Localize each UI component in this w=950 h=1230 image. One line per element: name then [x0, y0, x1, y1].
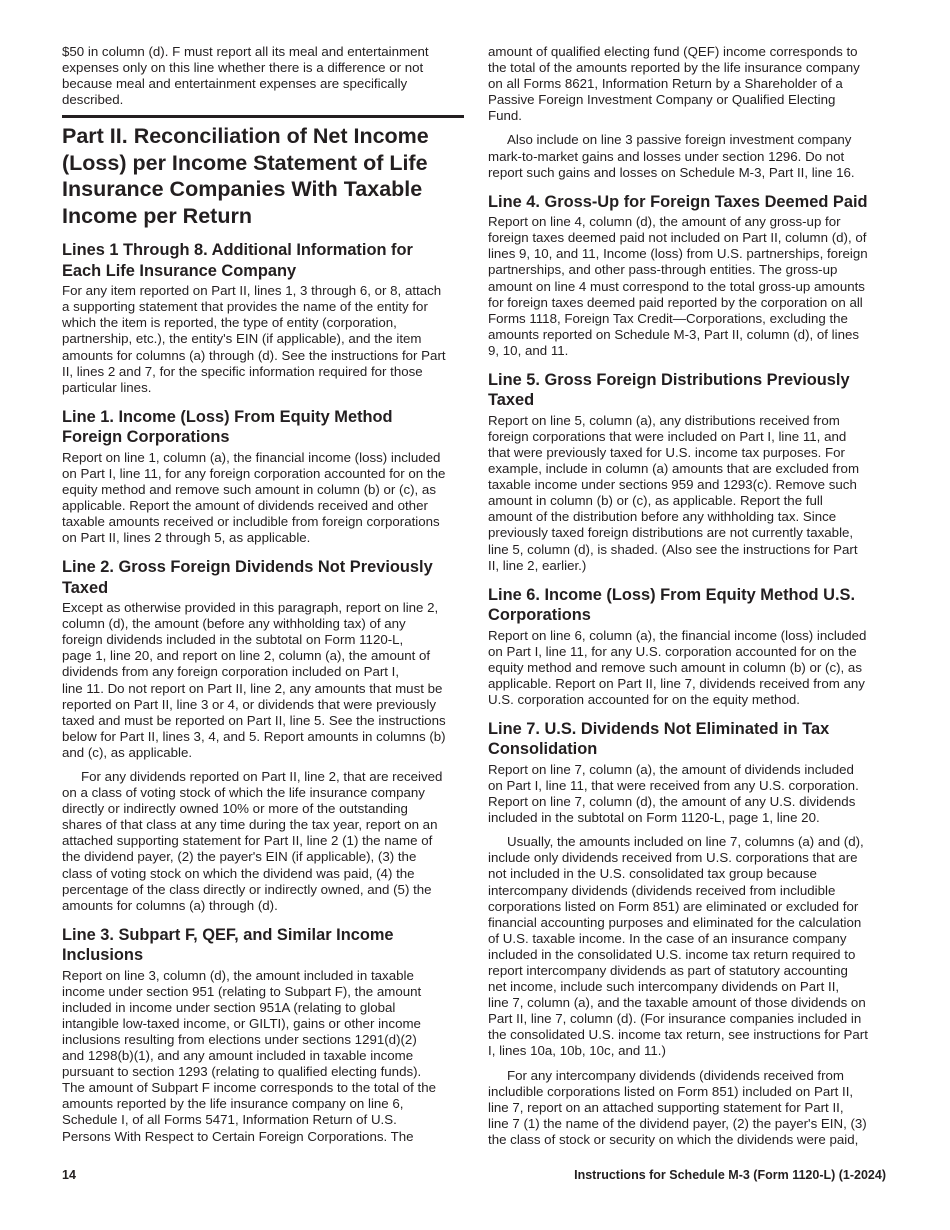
left-column: [62, 44, 464, 1145]
paragraph: Except as otherwise provided in this paragraph, report on line 2, column (d), the amount (before any withholding tax) of any foreign dividends included in the subtotal on Form 1120-L, page 1, line 20, and report on line 2, column (a), the amount of dividends from any foreign corporation included on Part I, line 11. Do not report on Part II, line 2, any amounts that must be reported on Part II, line 3 or 4, or dividends that were previously taxed and must be reported on Part II, line 5. See the instructions below for Part II, lines 3, 4, and 5. Report amounts in columns (b) and (c), as applicable.: [62, 600, 446, 760]
paragraph: Report on line 6, column (a), the financial income (loss) included on Part I, line 11, for any U.S. corporation accounted for on the equity method and remove such amount in column (b) or (c), as applicable. Report on Part II, line 7, dividends received from any U.S. corporation accounted for on the equity method.: [488, 627, 867, 707]
paragraph: Report on line 3, column (d), the amount included in taxable income under section 951 (relating to Subpart F), the amount included in income under section 951A (relating to global intangible low-taxed income, or GILTI), gains or other income inclusions resulting from elections under sections 1291(d)(2) and 1298(b)(1), and any amount included in taxable income pursuant to section 1293 (relating to qualified electing funds). The amount of Subpart F income corresponds to the total of the amounts reported by the life insurance company on line 6, Schedule I, of all Forms 5471, Information Return of U.S. Persons With Respect to Certain Foreign Corporations. The: [62, 967, 437, 1144]
section-heading: Line 7. U.S. Dividends Not Eliminated in Tax Consolidation: [488, 720, 830, 759]
section-heading: Line 4. Gross-Up for Foreign Taxes Deemed Paid: [488, 192, 868, 211]
section-heading: Line 1. Income (Loss) From Equity Method Foreign Corporations: [62, 407, 393, 447]
paragraph: Report on line 1, column (a), the financial income (loss) included on Part I, line 11, for any foreign corporation accounted for on the equity method and remove such amount in column (b) or (c), as applicable. Report the amount of dividends received and other taxable amounts received or includible from foreign corporations on Part II, lines 2 through 5, as applicable.: [62, 449, 446, 546]
intro-paragraph: $50 in column (d). F must report all its meal and entertainment expenses only on this line whether there is a difference or not because meal and entertainment expenses are specifically described.: [62, 44, 429, 108]
footer-form-title: Instructions for Schedule M-3 (Form 1120-L) (1-2024): [574, 1168, 886, 1182]
paragraph: Report on line 4, column (d), the amount of any gross-up for foreign taxes deemed paid not included on Part II, column (d), of lines 9, 10, and 11, Income (loss) from U.S. partnerships, foreign partnerships, and other pass-through entities. The gross-up amount on line 4 must correspond to the total gross-up amounts for foreign taxes deemed paid reported by the corporation on all Forms 1118, Foreign Tax Credit—Corporations, excluding the amounts reported on Schedule M-3, Part II, column (d), of lines 9, 10, and 11.: [488, 214, 868, 358]
page-number: 14: [62, 1168, 76, 1182]
section-divider: [62, 115, 464, 118]
paragraph: amount of qualified electing fund (QEF) income corresponds to the total of the amounts reported by the life insurance company on all Forms 8621, Information Return by a Shareholder of a Passive Foreign Investment Company or Qualified Electing Fund.: [488, 44, 860, 124]
paragraph: Also include on line 3 passive foreign investment company mark-to-market gains and losses under section 1296. Do not report such gains and losses on Schedule M-3, Part II, line 16.: [488, 132, 855, 180]
part-title: Part II. Reconciliation of Net Income (Loss) per Income Statement of Life Insurance Companies With Taxable Income per Return: [62, 124, 429, 228]
section-heading: Line 3. Subpart F, QEF, and Similar Income Inclusions: [62, 925, 394, 965]
paragraph: Report on line 5, column (a), any distributions received from foreign corporations that were included on Part I, line 11, and that were previously taxed for U.S. income tax purposes. For example, include in column (a) amounts that are excluded from taxable income under sections 959 and 1293(c). Remove such amount in column (b) or (c), as applicable. Report the full amount of the distribution before any withholding tax. Since previously taxed foreign distributions are not currently taxable, line 5, column (d), is shaded. (Also see the instructions for Part II, line 2, earlier.): [488, 412, 860, 573]
paragraph: Usually, the amounts included on line 7, columns (a) and (d), include only dividends received from U.S. corporations that are not included in the U.S. consolidated tax group because intercompany dividends (dividends received from includible corporations listed on Form 851) are eliminated or excluded for financial accounting purposes and eliminated for the calculation of U.S. taxable income. In the case of an insurance company included in the consolidated U.S. income tax return required to report intercompany dividends as part of statutory accounting net income, include such intercompany dividends on Part II, line 7, column (a), and the taxable amount of those dividends on Part II, line 7, column (d). (For insurance companies included in the consolidated U.S. income tax return, see instructions for Part I, lines 10a, 10b, 10c, and 11.): [488, 834, 868, 1059]
section-heading: Line 6. Income (Loss) From Equity Method U.S. Corporations: [488, 585, 855, 625]
section-heading: Line 2. Gross Foreign Dividends Not Previously Taxed: [62, 558, 433, 597]
paragraph: For any item reported on Part II, lines 1, 3 through 6, or 8, attach a supporting statement that provides the name of the entity for which the item is reported, the type of entity (corporation, partnership, etc.), the entity's EIN (if applicable), and the item amounts for columns (a) through (d). See the instructions for Part II, lines 2 and 7, for the specific information required for those particular lines.: [62, 283, 446, 395]
paragraph: For any dividends reported on Part II, line 2, that are received on a class of voting stock of which the life insurance company directly or indirectly owned 10% or more of the outstanding shares of that class at any time during the tax year, report on an attached supporting statement for Part II, line 2 (1) the name of the dividend payer, (2) the payer's EIN (if applicable), (3) the class of voting stock on which the dividend was paid, (4) the percentage of the class directly or indirectly owned, and (5) the amounts for columns (a) through (d).: [62, 768, 443, 913]
section-heading: Line 5. Gross Foreign Distributions Previously Taxed: [488, 371, 850, 410]
right-column: [488, 44, 888, 1148]
paragraph: For any intercompany dividends (dividends received from includible corporations listed on Form 851) included on Part II, line 7, report on an attached supporting statement for Part II, line 7 (1) the name of the dividend payer, (2) the payer's EIN, (3) the class of stock or security on which the dividends were paid,: [488, 1067, 867, 1147]
section-heading: Lines 1 Through 8. Additional Information for Each Life Insurance Company: [62, 241, 413, 280]
paragraph: Report on line 7, column (a), the amount of dividends included on Part I, line 11, that were received from any U.S. corporation. Report on line 7, column (d), the amount of any U.S. dividends included in the subtotal on Form 1120-L, page 1, line 20.: [488, 761, 859, 826]
